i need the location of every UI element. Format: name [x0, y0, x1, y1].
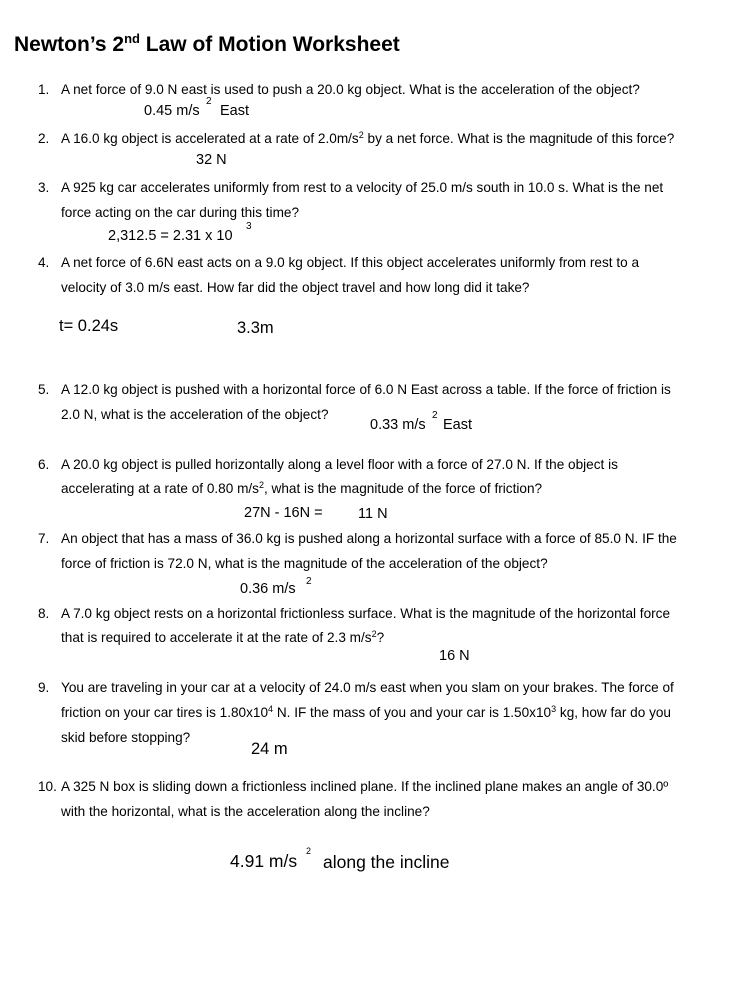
question-text-line-2: with the horizontal, what is the acceleration along the incline? [61, 804, 430, 819]
page-title [14, 33, 400, 57]
title-text: Newton’s 2 [14, 33, 125, 56]
question-number: 3. [38, 180, 50, 195]
question-text-line-2: force acting on the car during this time? [61, 205, 300, 220]
question-number: 8. [38, 606, 50, 621]
question-text: A net force of 9.0 N east is used to push a 20.0 kg object. What is the acceleration of the object? [61, 82, 640, 97]
question-text-part: N. IF the mass of you and your car is 1.50x10 [273, 705, 552, 720]
question-superscript: 2 [358, 130, 364, 140]
question-text-line-2: velocity of 3.0 m/s east. How far did the object travel and how long did it take? [61, 280, 530, 295]
answer-value: 4.91 m/s [230, 851, 298, 871]
answer-exponent: 3 [246, 221, 252, 232]
answer-value: 32 N [196, 152, 227, 168]
question-text-line-2: force of friction is 72.0 N, what is the magnitude of the acceleration of the object? [61, 556, 548, 571]
answer-value: 0.45 m/s [144, 103, 200, 119]
question-text-part: kg, how far do you [556, 705, 671, 720]
answer-direction: East [443, 417, 473, 433]
question-superscript: 2 [258, 480, 264, 490]
question-superscript: 4 [268, 704, 274, 714]
question-number: 2. [38, 131, 50, 146]
question-text-part: friction on your car tires is 1.80x10 [61, 705, 269, 720]
answer-time: t= 0.24s [59, 317, 119, 335]
question-text-line-1: A net force of 6.6N east acts on a 9.0 kg object. If this object accelerates uniformly from rest to a [61, 255, 640, 270]
question-text-part: , what is the magnitude of the force of friction? [264, 481, 543, 496]
answer-exponent: 2 [432, 410, 438, 421]
title-superscript: nd [124, 31, 140, 46]
question-text-line-1: A 7.0 kg object rests on a horizontal frictionless surface. What is the magnitude of the horizontal force [61, 606, 671, 621]
answer-value: 11 N [358, 506, 388, 522]
question-text-line-2: 2.0 N, what is the acceleration of the object? [61, 407, 329, 422]
question-text-line-1: A 20.0 kg object is pulled horizontally along a level floor with a force of 27.0 N. If the object is [61, 457, 618, 472]
question-number: 7. [38, 531, 50, 546]
answer-value: 16 N [439, 648, 470, 664]
answer-direction: along the incline [323, 852, 450, 872]
question-text-line-1: A 925 kg car accelerates uniformly from rest to a velocity of 25.0 m/s south in 10.0 s. What is the net [61, 180, 664, 195]
answer-distance: 3.3m [237, 319, 274, 337]
question-text-part: ? [376, 630, 385, 645]
answer-direction: East [220, 103, 250, 119]
answer-value: 0.33 m/s [370, 417, 426, 433]
question-superscript: 2 [371, 629, 377, 639]
question-text-part: that is required to accelerate it at the rate of 2.3 m/s [61, 630, 372, 645]
question-number: 10. [38, 779, 57, 794]
question-text-part: by a net force. What is the magnitude of this force? [363, 131, 675, 146]
question-superscript: 3 [551, 704, 557, 714]
question-number: 5. [38, 382, 50, 397]
question-text-line-1: A 325 N box is sliding down a frictionless inclined plane. If the inclined plane makes an angle of 30.0º [61, 779, 669, 794]
question-text-line-2 [61, 481, 542, 496]
title-text-suffix: Law of Motion Worksheet [139, 33, 400, 56]
answer-exponent: 2 [306, 846, 312, 856]
question-number: 4. [38, 255, 50, 270]
question-number: 1. [38, 82, 50, 97]
answer-exponent: 2 [206, 96, 212, 107]
question-text-part: accelerating at a rate of 0.80 m/s [61, 481, 259, 496]
question-text-line-1: An object that has a mass of 36.0 kg is pushed along a horizontal surface with a force of 85.0 N. IF the [61, 531, 677, 546]
answer-value: 24 m [251, 740, 288, 758]
question-number: 6. [38, 457, 50, 472]
question-text-part: A 16.0 kg object is accelerated at a rate of 2.0m/s [61, 131, 359, 146]
answer-exponent: 2 [306, 576, 312, 587]
question-text-line-2 [61, 630, 384, 645]
question-text-line-2 [61, 705, 671, 720]
question-text-line-1: A 12.0 kg object is pushed with a horizontal force of 6.0 N East across a table. If the force of friction is [61, 382, 671, 397]
question-text-line-1: You are traveling in your car at a velocity of 24.0 m/s east when you slam on your brakes. The force of [61, 680, 674, 695]
question-number: 9. [38, 680, 50, 695]
question-text [61, 131, 674, 146]
answer-value: 2,312.5 = 2.31 x 10 [108, 228, 233, 244]
question-text-line-3: skid before stopping? [61, 730, 191, 745]
answer-work: 27N - 16N = [244, 505, 323, 521]
answer-value: 0.36 m/s [240, 581, 296, 597]
